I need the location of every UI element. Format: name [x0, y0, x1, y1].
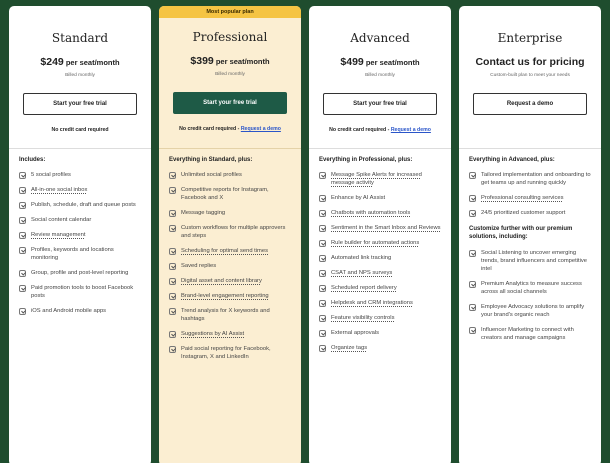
feature-item [469, 171, 591, 187]
request-demo-button[interactable]: Request a demo [473, 93, 587, 115]
feature-item [319, 344, 441, 352]
check-box-icon [319, 255, 326, 262]
request-demo-link[interactable]: Request a demo [390, 127, 431, 133]
feature-text: Premium Analytics to measure success across all social channels [481, 281, 582, 295]
check-box-icon [169, 346, 176, 353]
feature-item [469, 194, 591, 202]
feature-item [169, 247, 291, 255]
feature-text: Competitive reports for Instagram, Facebook and X [181, 187, 269, 201]
feature-text: Saved replies [181, 263, 217, 269]
start-trial-button[interactable]: Start your free trial [323, 93, 437, 115]
feature-item [19, 284, 141, 300]
plan-card-advanced [309, 6, 451, 463]
check-box-icon [469, 195, 476, 202]
pricing-grid [9, 6, 601, 463]
feature-item [169, 224, 291, 240]
check-box-icon [19, 187, 26, 194]
start-trial-button[interactable]: Start your free trial [173, 92, 287, 114]
feature-item [319, 329, 441, 337]
check-box-icon [19, 232, 26, 239]
plan-card-professional [159, 6, 301, 463]
plan-card-enterprise [459, 6, 601, 463]
start-trial-button[interactable]: Start your free trial [23, 93, 137, 115]
check-box-icon [319, 172, 326, 179]
check-box-icon [319, 270, 326, 277]
billing-note: Custom-built plan to meet your needs [490, 73, 570, 78]
feature-item [319, 299, 441, 307]
feature-section [159, 149, 301, 463]
no-credit-card-note: No credit card required - Request a demo [329, 127, 431, 133]
check-box-icon [319, 345, 326, 352]
feature-text: Paid social reporting for Facebook, Instagram, X and LinkedIn [181, 346, 271, 360]
features-heading: Everything in Professional, plus: [319, 157, 413, 163]
feature-text: Enhance by AI Assist [331, 195, 386, 201]
feature-item [19, 216, 141, 224]
feature-text[interactable]: Message Spike Alerts for increased message activity [331, 172, 422, 186]
feature-item [19, 171, 141, 179]
feature-item [319, 239, 441, 247]
check-box-icon [169, 225, 176, 232]
feature-list [319, 171, 441, 352]
feature-list [19, 171, 141, 315]
check-box-icon [319, 285, 326, 292]
features-heading: Everything in Advanced, plus: [469, 157, 555, 163]
plan-header [9, 6, 151, 148]
feature-item [19, 246, 141, 262]
plan-card-standard [9, 6, 151, 463]
no-credit-card-note: No credit card required - Request a demo [179, 126, 281, 132]
feature-text: Trend analysis for X keywords and hashtags [181, 308, 270, 322]
feature-item [319, 269, 441, 277]
feature-text: Tailored implementation and onboarding to get teams up and running quickly [481, 172, 591, 186]
feature-text[interactable]: Organize tags [331, 345, 368, 351]
billing-note: Billed monthly [365, 73, 395, 78]
feature-item [469, 209, 591, 217]
plan-price: $499 per seat/month [340, 56, 420, 68]
plan-name: Enterprise [497, 31, 563, 45]
feature-item [19, 201, 141, 209]
feature-text: Unlimited social profiles [181, 172, 242, 178]
feature-text: 5 social profiles [31, 172, 71, 178]
check-box-icon [169, 278, 176, 285]
check-box-icon [469, 281, 476, 288]
check-box-icon [469, 304, 476, 311]
feature-item [319, 209, 441, 217]
plan-name: Professional [192, 30, 268, 44]
feature-text[interactable]: Scheduled report delivery [331, 285, 397, 291]
feature-text[interactable]: Review management [31, 232, 86, 238]
feature-text: Group, profile and post-level reporting [31, 270, 129, 276]
plan-price: Contact us for pricing [475, 56, 585, 68]
check-box-icon [169, 248, 176, 255]
feature-item [169, 330, 291, 338]
feature-text[interactable]: Helpdesk and CRM integrations [331, 300, 413, 306]
check-box-icon [169, 210, 176, 217]
features-heading: Includes: [19, 157, 46, 163]
most-popular-badge: Most popular plan [159, 6, 301, 18]
feature-text: Paid promotion tools to boost Facebook posts [31, 285, 134, 299]
feature-text: Profiles, keywords and locations monitoring [31, 247, 114, 261]
no-credit-card-note: No credit card required [51, 127, 109, 133]
feature-item [169, 345, 291, 361]
check-box-icon [19, 270, 26, 277]
feature-text[interactable]: Rule builder for automated actions [331, 240, 420, 246]
feature-text[interactable]: All-in-one social inbox [31, 187, 88, 193]
feature-item [319, 194, 441, 202]
feature-item [19, 269, 141, 277]
feature-item [469, 303, 591, 319]
feature-item [169, 171, 291, 179]
check-box-icon [169, 331, 176, 338]
check-box-icon [319, 240, 326, 247]
billing-note: Billed monthly [65, 73, 95, 78]
plan-name: Standard [51, 31, 109, 45]
feature-text: 24/5 prioritized customer support [481, 210, 566, 216]
feature-text: Custom workflows for multiple approvers and steps [181, 225, 286, 239]
feature-text: Publish, schedule, draft and queue posts [31, 202, 136, 208]
feature-item [19, 307, 141, 315]
feature-section [309, 149, 451, 463]
check-box-icon [319, 195, 326, 202]
feature-text[interactable]: Brand-level engagement reporting [181, 293, 269, 299]
check-box-icon [469, 250, 476, 257]
check-box-icon [19, 202, 26, 209]
check-box-icon [319, 330, 326, 337]
feature-section [9, 149, 151, 463]
feature-section [459, 149, 601, 463]
feature-item [169, 186, 291, 202]
feature-text: Influencer Marketing to connect with creators and manage campaigns [481, 327, 574, 341]
feature-item [319, 254, 441, 262]
check-box-icon [469, 172, 476, 179]
check-box-icon [169, 187, 176, 194]
feature-list [169, 171, 291, 361]
check-box-icon [319, 210, 326, 217]
feature-text[interactable]: Professional consulting services [481, 195, 564, 201]
plan-header [459, 6, 601, 148]
plan-name: Advanced [350, 31, 410, 45]
feature-text: iOS and Android mobile apps [31, 308, 107, 314]
check-box-icon [19, 285, 26, 292]
feature-text[interactable]: Scheduling for optimal send times [181, 248, 268, 254]
feature-text[interactable]: CSAT and NPS surveys [331, 270, 393, 276]
plan-price: $249 per seat/month [40, 56, 120, 68]
features-heading: Everything in Standard, plus: [169, 157, 253, 163]
check-box-icon [169, 263, 176, 270]
feature-list [469, 171, 591, 217]
feature-item [469, 280, 591, 296]
feature-item [319, 284, 441, 292]
feature-text: Message tagging [181, 210, 226, 216]
check-box-icon [169, 172, 176, 179]
feature-item [169, 209, 291, 217]
feature-item [319, 224, 441, 232]
feature-item [469, 249, 591, 273]
feature-text: Automated link tracking [331, 255, 392, 261]
feature-item [469, 326, 591, 342]
feature-text[interactable]: Digital asset and content library [181, 278, 262, 284]
check-box-icon [469, 327, 476, 334]
feature-item [169, 292, 291, 300]
premium-feature-list [469, 249, 591, 342]
premium-solutions-heading: Customize further with our premium solutions, including: [469, 226, 573, 240]
feature-item [169, 262, 291, 270]
plan-header [309, 6, 451, 148]
feature-text[interactable]: Feature visibility controls [331, 315, 395, 321]
feature-item [169, 307, 291, 323]
check-box-icon [319, 225, 326, 232]
feature-item [19, 231, 141, 239]
check-box-icon [319, 300, 326, 307]
feature-item [19, 186, 141, 194]
feature-item [319, 314, 441, 322]
plan-price: $399 per seat/month [190, 55, 270, 67]
check-box-icon [169, 293, 176, 300]
feature-text: Social content calendar [31, 217, 92, 223]
feature-item [169, 277, 291, 285]
feature-text[interactable]: Suggestions by AI Assist [181, 331, 245, 337]
check-box-icon [19, 172, 26, 179]
feature-text: External approvals [331, 330, 380, 336]
check-box-icon [19, 247, 26, 254]
check-box-icon [319, 315, 326, 322]
check-box-icon [169, 308, 176, 315]
feature-text[interactable]: Sentiment in the Smart Inbox and Reviews [331, 225, 441, 231]
check-box-icon [19, 308, 26, 315]
feature-text: Social Listening to uncover emerging trends, brand influencers and competitive intel [481, 250, 588, 272]
billing-note: Billed monthly [215, 72, 245, 77]
check-box-icon [469, 210, 476, 217]
plan-header [159, 18, 301, 148]
check-box-icon [19, 217, 26, 224]
feature-item [319, 171, 441, 187]
feature-text: Employee Advocacy solutions to amplify your brand's organic reach [481, 304, 585, 318]
request-demo-link[interactable]: Request a demo [240, 126, 281, 132]
feature-text[interactable]: Chatbots with automation tools [331, 210, 411, 216]
